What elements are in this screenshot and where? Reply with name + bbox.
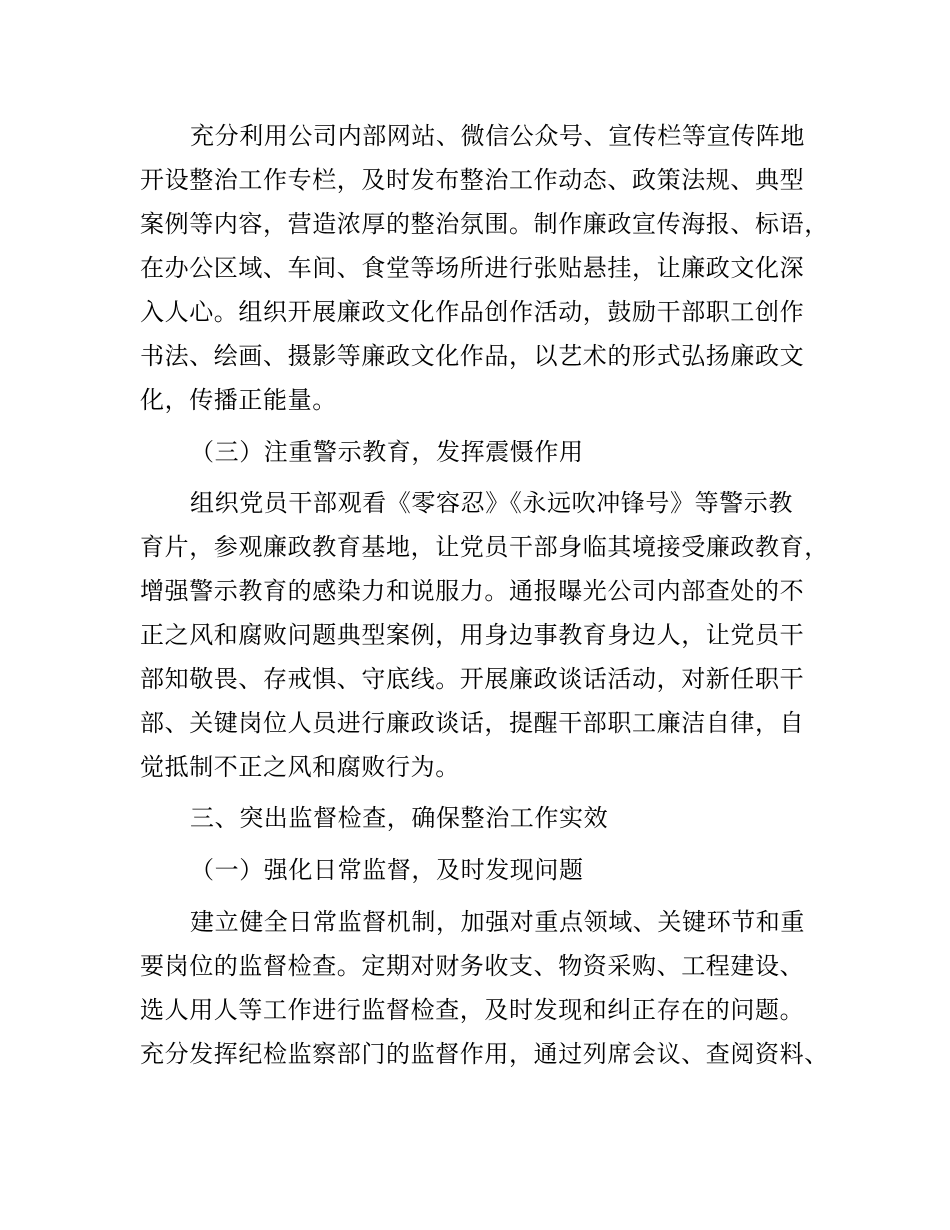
paragraph-2-line-6: 部、关键岗位人员进行廉政谈话，提醒干部职工廉洁自律，自 xyxy=(140,709,805,737)
paragraph-3-line-2: 要岗位的监督检查。定期对财务收支、物资采购、工程建设、 xyxy=(140,952,805,980)
paragraph-1-line-1: 充分利用公司内部网站、微信公众号、宣传栏等宣传阵地 xyxy=(190,122,805,150)
paragraph-1-line-3: 案例等内容，营造浓厚的整治氛围。制作廉政宣传海报、标语， xyxy=(140,210,829,238)
section-heading-3: （三）注重警示教育，发挥震慑作用 xyxy=(190,438,584,466)
section-heading-main-3: 三、突出监督检查，确保整治工作实效 xyxy=(190,804,609,832)
paragraph-1-line-5: 入人心。组织开展廉政文化作品创作活动，鼓励干部职工创作 xyxy=(140,298,805,326)
paragraph-1-line-4: 在办公区域、车间、食堂等场所进行张贴悬挂，让廉政文化深 xyxy=(140,254,805,282)
paragraph-2-line-4: 正之风和腐败问题典型案例，用身边事教育身边人，让党员干 xyxy=(140,621,805,649)
paragraph-3-line-1: 建立健全日常监督机制，加强对重点领域、关键环节和重 xyxy=(190,908,805,936)
paragraph-1-line-7: 化，传播正能量。 xyxy=(140,386,337,414)
paragraph-3-line-4: 充分发挥纪检监察部门的监督作用，通过列席会议、查阅资料、 xyxy=(140,1040,829,1068)
paragraph-1-line-6: 书法、绘画、摄影等廉政文化作品，以艺术的形式弘扬廉政文 xyxy=(140,342,805,370)
paragraph-2-line-1: 组织党员干部观看《零容忍》《永远吹冲锋号》等警示教 xyxy=(190,489,793,517)
section-heading-1: （一）强化日常监督，及时发现问题 xyxy=(190,856,584,884)
paragraph-2-line-5: 部知敬畏、存戒惧、守底线。开展廉政谈话活动，对新任职干 xyxy=(140,665,805,693)
paragraph-1-line-2: 开设整治工作专栏，及时发布整治工作动态、政策法规、典型 xyxy=(140,166,805,194)
paragraph-2-line-2: 育片，参观廉政教育基地，让党员干部身临其境接受廉政教育， xyxy=(140,533,829,561)
paragraph-2-line-3: 增强警示教育的感染力和说服力。通报曝光公司内部查处的不 xyxy=(140,577,805,605)
paragraph-2-line-7: 觉抵制不正之风和腐败行为。 xyxy=(140,753,460,781)
paragraph-3-line-3: 选人用人等工作进行监督检查，及时发现和纠正存在的问题。 xyxy=(140,996,805,1024)
